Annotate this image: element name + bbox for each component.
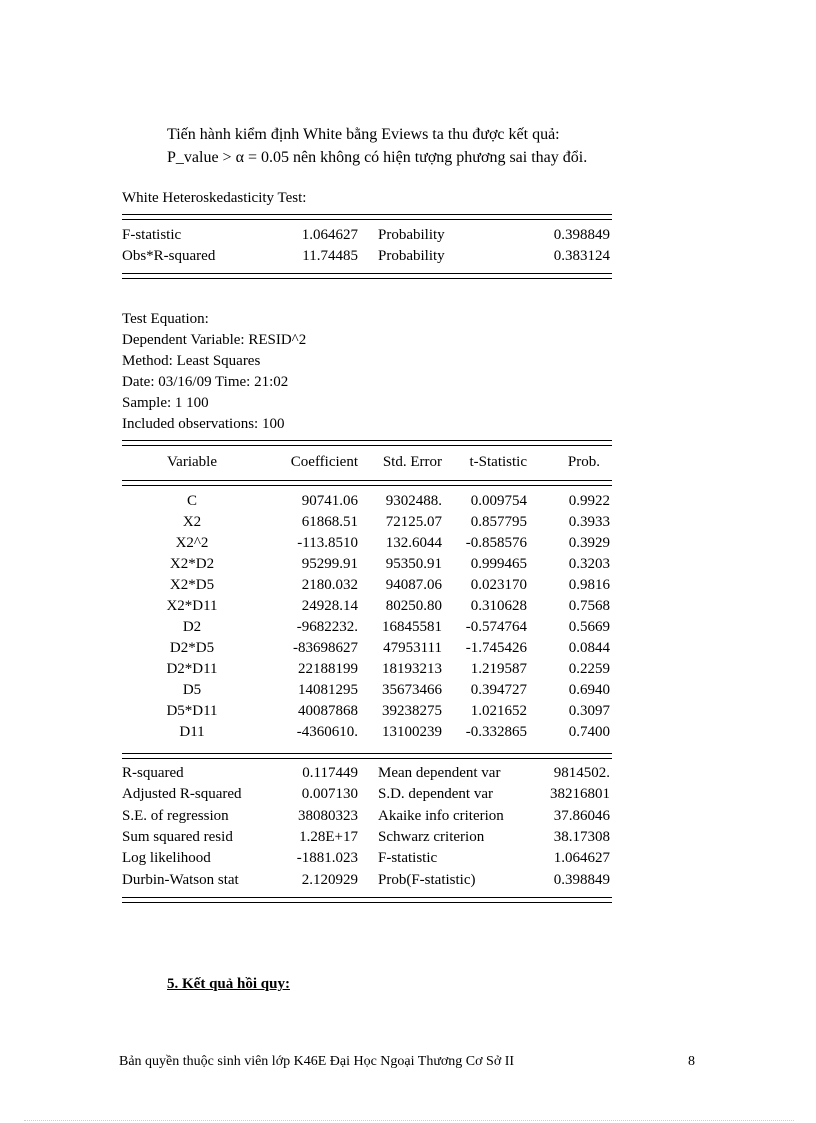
- cell-coefficient: 24928.14: [301, 598, 358, 614]
- test-eq-line: Included observations: 100: [122, 416, 285, 432]
- rule-double: [122, 753, 612, 759]
- stat-label: S.E. of regression: [122, 808, 229, 824]
- stat-label-right: F-statistic: [378, 850, 438, 866]
- cell-std-error: 16845581: [382, 619, 442, 635]
- cell-variable: D2: [182, 619, 202, 635]
- stat-value: 0.007130: [301, 786, 358, 802]
- rule-double: [122, 480, 612, 486]
- coef-header-row: [122, 454, 612, 475]
- cell-prob: 0.5669: [568, 619, 610, 635]
- stat-label-right: S.D. dependent var: [378, 786, 493, 802]
- coef-row: [122, 577, 612, 598]
- cell-std-error: 39238275: [382, 703, 442, 719]
- cell-std-error: 132.6044: [385, 535, 442, 551]
- cell-prob: 0.0844: [568, 640, 610, 656]
- cell-std-error: 80250.80: [385, 598, 442, 614]
- cell-coefficient: -113.8510: [297, 535, 358, 551]
- test-eq-line: Test Equation:: [122, 311, 209, 327]
- stats-row: [122, 808, 612, 829]
- cell-coefficient: 90741.06: [301, 493, 358, 509]
- stat-label: Log likelihood: [122, 850, 211, 866]
- stat-label-right: Akaike info criterion: [378, 808, 504, 824]
- cell-std-error: 18193213: [382, 661, 442, 677]
- cell-prob: 0.2259: [568, 661, 610, 677]
- stats-row: [122, 765, 612, 786]
- cell-coefficient: -83698627: [293, 640, 358, 656]
- cell-prob: 0.7400: [568, 724, 610, 740]
- stats-row: [122, 786, 612, 807]
- cell-variable: D2*D5: [169, 640, 215, 656]
- stat-value: 11.74485: [302, 248, 358, 264]
- stat-label: Adjusted R-squared: [122, 786, 242, 802]
- cell-prob: 0.6940: [568, 682, 610, 698]
- cell-variable: X2: [182, 514, 202, 530]
- stat-value: -1881.023: [296, 850, 358, 866]
- stats-row: [122, 829, 612, 850]
- header-variable: Variable: [167, 454, 217, 470]
- stats-row: [122, 872, 612, 893]
- cell-prob: 0.3933: [568, 514, 610, 530]
- cell-coefficient: 40087868: [298, 703, 358, 719]
- cell-coefficient: 14081295: [298, 682, 358, 698]
- coef-row: [122, 682, 612, 703]
- cell-prob: 0.3203: [568, 556, 610, 572]
- stat-label: Obs*R-squared: [122, 248, 216, 264]
- cell-variable: D11: [179, 724, 205, 740]
- coef-row: [122, 640, 612, 661]
- stats-row: [122, 850, 612, 871]
- white-test-row: [122, 227, 612, 248]
- stat-value: 1.28E+17: [299, 829, 358, 845]
- white-test-title: White Heteroskedasticity Test:: [122, 190, 307, 206]
- stat-label: Durbin-Watson stat: [122, 872, 239, 888]
- cell-variable: C: [186, 493, 197, 509]
- cell-prob: 0.9816: [568, 577, 610, 593]
- coef-row: [122, 535, 612, 556]
- cell-variable: X2*D2: [169, 556, 215, 572]
- stat-value-right: 38.17308: [553, 829, 610, 845]
- stat-value: 2.120929: [301, 872, 358, 888]
- cell-variable: X2*D11: [166, 598, 218, 614]
- stat-label: F-statistic: [122, 227, 182, 243]
- prob-label: Probability: [378, 227, 445, 243]
- white-test-row: [122, 248, 612, 269]
- cell-coefficient: -9682232.: [296, 619, 358, 635]
- cell-t-statistic: 0.999465: [470, 556, 527, 572]
- cell-std-error: 9302488.: [385, 493, 442, 509]
- cell-std-error: 13100239: [382, 724, 442, 740]
- cell-prob: 0.3929: [568, 535, 610, 551]
- cell-t-statistic: 0.023170: [470, 577, 527, 593]
- cell-coefficient: -4360610.: [296, 724, 358, 740]
- cell-prob: 0.7568: [568, 598, 610, 614]
- stat-label-right: Prob(F-statistic): [378, 872, 476, 888]
- cell-coefficient: 61868.51: [301, 514, 358, 530]
- stat-value-right: 0.398849: [553, 872, 610, 888]
- test-eq-line: Method: Least Squares: [122, 353, 261, 369]
- stat-label-right: Schwarz criterion: [378, 829, 485, 845]
- cell-t-statistic: -0.332865: [465, 724, 527, 740]
- stat-label-right: Mean dependent var: [378, 765, 501, 781]
- test-eq-line: Sample: 1 100: [122, 395, 209, 411]
- coef-row: [122, 661, 612, 682]
- coef-row: [122, 619, 612, 640]
- stat-value-right: 38216801: [550, 786, 610, 802]
- cell-t-statistic: 1.021652: [470, 703, 527, 719]
- prob-label: Probability: [378, 248, 445, 264]
- section-heading: 5. Kết quả hồi quy:: [167, 976, 290, 992]
- stat-value: 0.117449: [302, 765, 358, 781]
- stat-value-right: 9814502.: [553, 765, 610, 781]
- stat-value: 1.064627: [301, 227, 358, 243]
- page-border-dots: [24, 1120, 794, 1121]
- rule-double: [122, 214, 612, 220]
- cell-std-error: 35673466: [382, 682, 442, 698]
- stat-value: 38080323: [298, 808, 358, 824]
- prob-value: 0.383124: [553, 248, 610, 264]
- header-t-statistic: t-Statistic: [469, 454, 527, 470]
- cell-variable: D5: [182, 682, 202, 698]
- footer-copyright: Bản quyền thuộc sinh viên lớp K46E Đại Học Ngoại Thương Cơ Sở II: [119, 1054, 515, 1069]
- test-eq-line: Dependent Variable: RESID^2: [122, 332, 307, 348]
- prob-value: 0.398849: [553, 227, 610, 243]
- cell-t-statistic: -0.858576: [465, 535, 527, 551]
- stat-value-right: 37.86046: [553, 808, 610, 824]
- coef-row: [122, 514, 612, 535]
- cell-coefficient: 22188199: [298, 661, 358, 677]
- cell-t-statistic: 0.009754: [470, 493, 527, 509]
- cell-t-statistic: -1.745426: [465, 640, 527, 656]
- cell-std-error: 72125.07: [385, 514, 442, 530]
- cell-prob: 0.3097: [568, 703, 610, 719]
- cell-variable: X2^2: [175, 535, 209, 551]
- stat-value-right: 1.064627: [553, 850, 610, 866]
- header-std-error: Std. Error: [382, 454, 442, 470]
- cell-coefficient: 2180.032: [301, 577, 358, 593]
- cell-t-statistic: -0.574764: [465, 619, 527, 635]
- coef-row: [122, 724, 612, 745]
- header-coefficient: Coefficient: [290, 454, 358, 470]
- cell-t-statistic: 0.394727: [470, 682, 527, 698]
- cell-variable: D5*D11: [166, 703, 218, 719]
- cell-prob: 0.9922: [568, 493, 610, 509]
- header-prob: Prob.: [567, 454, 600, 470]
- cell-std-error: 47953111: [383, 640, 442, 656]
- test-eq-line: Date: 03/16/09 Time: 21:02: [122, 374, 289, 390]
- cell-t-statistic: 1.219587: [470, 661, 527, 677]
- cell-t-statistic: 0.857795: [470, 514, 527, 530]
- stat-label: R-squared: [122, 765, 184, 781]
- cell-t-statistic: 0.310628: [470, 598, 527, 614]
- coef-row: [122, 598, 612, 619]
- intro-line-2: P_value > α = 0.05 nên không có hiện tượng phương sai thay đổi.: [167, 149, 588, 166]
- rule-double: [122, 273, 612, 279]
- page-number: 8: [688, 1054, 695, 1069]
- coef-row: [122, 703, 612, 724]
- stat-label: Sum squared resid: [122, 829, 233, 845]
- cell-variable: D2*D11: [166, 661, 218, 677]
- cell-variable: X2*D5: [169, 577, 215, 593]
- rule-double: [122, 897, 612, 903]
- cell-std-error: 94087.06: [385, 577, 442, 593]
- coef-row: [122, 556, 612, 577]
- intro-line-1: Tiến hành kiểm định White bằng Eviews ta thu được kết quả:: [167, 126, 560, 143]
- rule-double: [122, 440, 612, 446]
- coef-row: [122, 493, 612, 514]
- cell-std-error: 95350.91: [385, 556, 442, 572]
- cell-coefficient: 95299.91: [301, 556, 358, 572]
